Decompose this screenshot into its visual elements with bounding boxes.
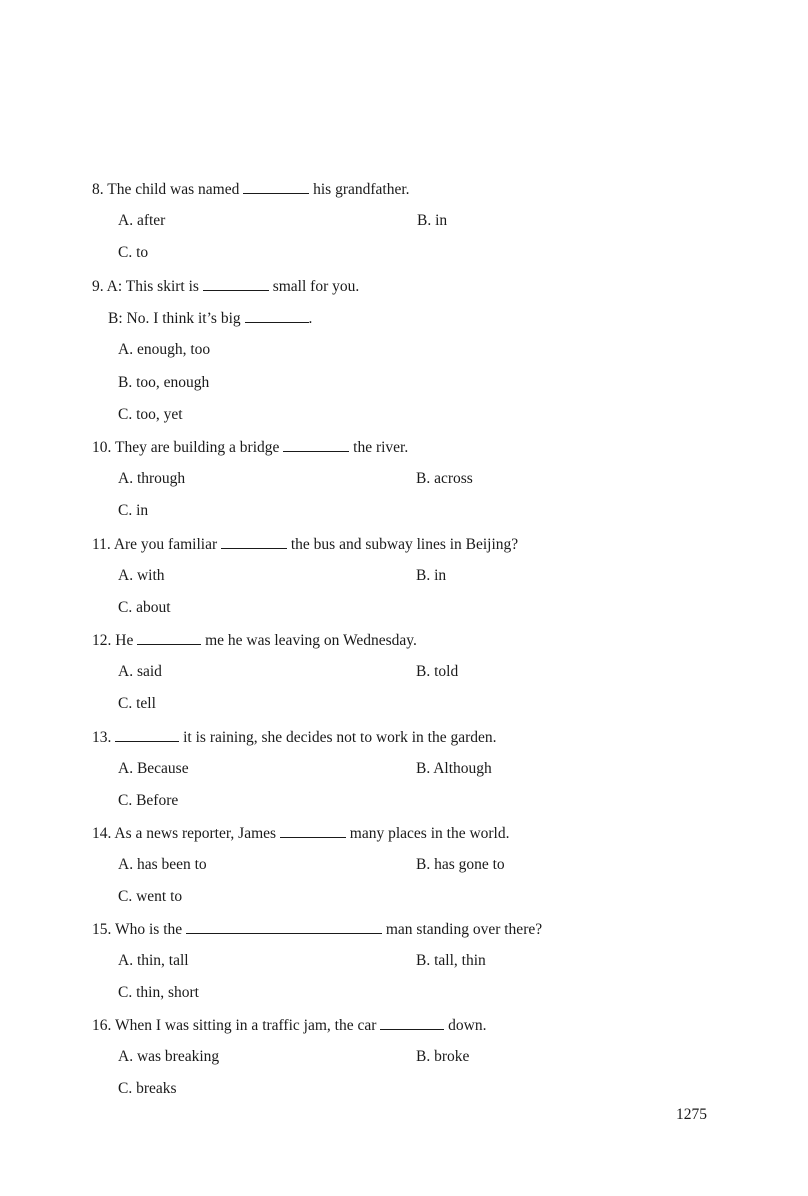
question-11-stem: 11. Are you familiar the bus and subway lines in Beijing? xyxy=(92,536,519,553)
question-9-stem-b: B: No. I think it’s big . xyxy=(108,310,313,327)
answer-blank xyxy=(203,276,269,291)
question-8-option-b: B. in xyxy=(417,212,448,229)
question-10-stem: 10. They are building a bridge the river. xyxy=(92,439,409,456)
answer-blank xyxy=(245,308,309,323)
question-9-option-a: A. enough, too xyxy=(118,341,211,358)
question-16-option-b: B. broke xyxy=(416,1048,470,1065)
question-9-option-b: B. too, enough xyxy=(118,374,210,391)
question-13-stem: 13. it is raining, she decides not to work in the garden. xyxy=(92,729,497,746)
question-11-option-c: C. about xyxy=(118,599,171,616)
question-12-option-a: A. said xyxy=(118,663,162,680)
answer-blank xyxy=(243,179,309,194)
answer-blank xyxy=(137,630,201,645)
answer-blank xyxy=(280,823,346,838)
question-13-option-c: C. Before xyxy=(118,792,179,809)
answer-blank xyxy=(186,919,382,934)
question-14-option-b: B. has gone to xyxy=(416,856,505,873)
question-8-option-a: A. after xyxy=(118,212,166,229)
question-11-option-b: B. in xyxy=(416,567,447,584)
question-9-option-c: C. too, yet xyxy=(118,406,183,423)
question-14-option-a: A. has been to xyxy=(118,856,207,873)
question-8-option-c: C. to xyxy=(118,244,149,261)
question-14-stem: 14. As a news reporter, James many places in the world. xyxy=(92,825,510,842)
question-13-option-b: B. Although xyxy=(416,760,492,777)
question-13-option-a: A. Because xyxy=(118,760,189,777)
question-15-option-c: C. thin, short xyxy=(118,984,199,1001)
question-10-option-a: A. through xyxy=(118,470,186,487)
question-9-stem: 9. A: This skirt is small for you. xyxy=(92,278,360,295)
question-15-option-a: A. thin, tall xyxy=(118,952,189,969)
question-11-option-a: A. with xyxy=(118,567,165,584)
question-12-option-c: C. tell xyxy=(118,695,156,712)
question-12-stem: 12. He me he was leaving on Wednesday. xyxy=(92,632,417,649)
question-10-option-c: C. in xyxy=(118,502,149,519)
question-16-stem: 16. When I was sitting in a traffic jam, the car down. xyxy=(92,1017,487,1034)
answer-blank xyxy=(221,534,287,549)
question-15-option-b: B. tall, thin xyxy=(416,952,486,969)
question-16-option-c: C. breaks xyxy=(118,1080,177,1097)
question-12-option-b: B. told xyxy=(416,663,459,680)
question-8-stem: 8. The child was named his grandfather. xyxy=(92,181,410,198)
question-15-stem: 15. Who is the man standing over there? xyxy=(92,921,543,938)
question-14-option-c: C. went to xyxy=(118,888,183,905)
question-16-option-a: A. was breaking xyxy=(118,1048,220,1065)
answer-blank xyxy=(380,1015,444,1030)
answer-blank xyxy=(115,727,179,742)
page-number: 1275 xyxy=(676,1106,707,1123)
answer-blank xyxy=(283,437,349,452)
question-10-option-b: B. across xyxy=(416,470,473,487)
